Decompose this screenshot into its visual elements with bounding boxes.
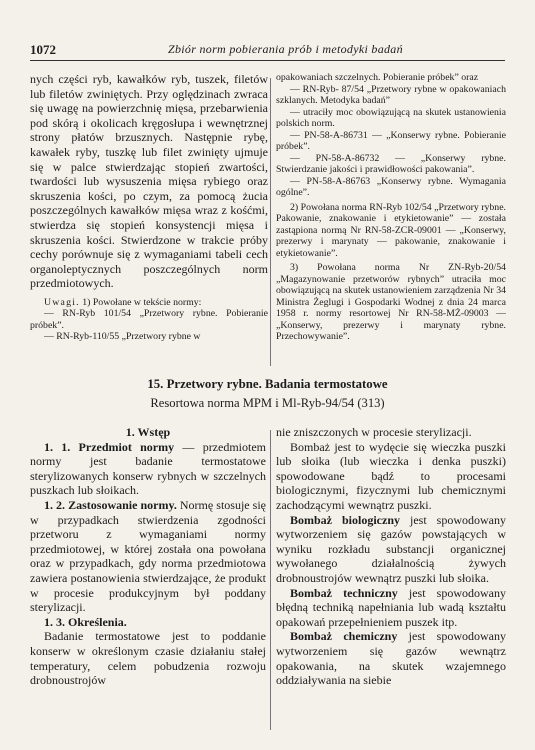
column-divider <box>270 430 271 730</box>
paragraph-1-1 <box>30 440 266 498</box>
note-item: — RN-Ryb 101/54 „Przetwory rybne. Pobieranie próbek”. <box>30 308 268 331</box>
section-subtitle: Resortowa norma MPM i Ml-Ryb-94/54 (313) <box>150 396 385 410</box>
paragraph-bombaz-biologiczny <box>276 513 506 586</box>
top-left-column <box>30 72 268 372</box>
top-right-column <box>276 72 506 372</box>
paragraph-1-3-heading <box>30 615 266 630</box>
column-divider <box>270 78 271 366</box>
paragraph-1-2 <box>30 498 266 615</box>
page-number: 1072 <box>30 42 56 57</box>
term: Bombaż techniczny <box>290 585 398 600</box>
note-line: — PN-58-A-86763 „Konserwy rybne. Wymagania ogólne”. <box>276 175 506 198</box>
note-line: opakowaniach szczelnych. Pobieranie próbek” oraz <box>276 72 479 83</box>
section-title: 15. Przetwory rybne. Badania termostatowe <box>147 377 388 391</box>
paragraph-1-3-text: Badanie termostatowe jest to poddanie konserw w określonym czasie działaniu stałej temperatury, celem pobudzenia rozwoju drobnoustrojów <box>30 629 266 688</box>
note-2: 2) Powołana norma RN-Ryb 102/54 „Przetwory rybne. Pakowanie, znakowanie i etykietowanie” — została zastąpiona normą Nr RN-58-ZCR-09001 — „Konserwy, prezerwy i marynaty — pakowanie, znakowanie i etykietowanie”. <box>276 201 506 259</box>
paragraph-text: Normę stosuje się w przypadkach stwierdzenia zgodności przetworu z wymaganiami normy przedmiotowej, w której została ona powołana oraz w przypadkach, gdy norma przedmiotowa zawiera postanowienia stwierdzające, że produkt w procesie produkcyjnym był poddany sterylizacji. <box>30 497 266 615</box>
subsection-heading: 1. Wstęp <box>125 425 171 439</box>
paragraph-continuation: nie zniszczonych w procesie sterylizacji. <box>276 425 472 439</box>
term: Bombaż biologiczny <box>290 512 400 527</box>
footnote <box>30 297 268 309</box>
paragraph-heading: 1. 1. Przedmiot normy <box>44 439 175 454</box>
definition: jest spowodowany wytworzeniem się gazów powstających w wyniku rozkładu substancji organicznej wywołanego działalnością żywych drobnoustrojów wewnątrz puszki lub słoika. <box>276 512 506 585</box>
note-line: — utraciły moc obowiązującą na skutek ustanowienia polskich norm. <box>276 106 506 129</box>
page-header <box>30 40 505 61</box>
paragraph-text: — przedmiotem normy jest badanie termostatowe sterylizowanych konserw rybnych w szczelnych puszkach lub słoikach. <box>30 439 266 498</box>
note-3: 3) Powołana norma Nr ZN-Ryb-20/54 „Magazynowanie przetworów rybnych” utraciła moc obowiązującą na skutek ustanowieniem zarządzenia Nr 34 Ministra Żeglugi i Gospodarki Wodnej z dnia 24 marca 1958 r. normy resortowej Nr RN-58-MŻ-09003 — „Konserwy, prezerwy i marynaty rybne. Przechowywanie”. <box>276 262 506 342</box>
bottom-right-column <box>276 425 506 747</box>
note-line: — PN-58-A-86731 — „Konserwy rybne. Pobieranie próbek”. <box>276 129 506 152</box>
paragraph-bombaz: Bombaż jest to wydęcie się wieczka puszki lub słoika (lub wieczka i denka puszki) spowodowane bądź to procesami biologicznymi, fizycznymi lub chemicznymi zachodzącymi wewnątrz puszki. <box>276 439 506 512</box>
term: Bombaż chemiczny <box>290 629 398 644</box>
note-1: 1) Powołane w tekście normy: <box>82 296 202 308</box>
note-item: — RN-Ryb-110/55 „Przetwory rybne w <box>44 331 201 343</box>
notes-label: Uwagi. <box>44 296 80 308</box>
bottom-left-column <box>30 425 266 747</box>
note-line: — RN-Ryb- 87/54 „Przetwory rybne w opakowaniach szklanych. Metodyka badań” <box>276 83 506 106</box>
definition: jest spowodowany błędną techniką napełniania lub wadą kształtu opakowań przepełnieniem puszek itp. <box>276 585 506 629</box>
paragraph-heading: 1. 3. Określenia. <box>44 614 127 629</box>
definition: jest spowodowany wytworzeniem się gazów wewnątrz opakowania, na skutek wzajemnego oddziaływania na siebie <box>276 629 506 688</box>
running-title: Zbiór norm pobierania prób i metodyki badań <box>168 42 403 56</box>
paragraph-bombaz-techniczny <box>276 586 506 630</box>
paragraph-bombaz-chemiczny <box>276 629 506 687</box>
paragraph-heading: 1. 2. Zastosowanie normy. <box>44 497 177 512</box>
paragraph: nych części ryb, kawałków ryb, tuszek, filetów lub filetów zwiniętych. Przy oględzinach zwraca się uwagę na powierzchnię mięsa, przebarwienia pod skórą i okolicach kręgosłupa i wewnętrznej strony płatów brzusznych. Następnie rybę, kawałek ryby, tuszkę lub filet zwinięty ujmuje się w palce stwierdzając stopień zwartości, twardości lub wysuszenia mięsa rybiego oraz skruszenia kości, po czym, za pomocą żucia poszczególnych kawałków mięsa wraz z kośćmi, stwierdza się stopień konsystencji mięsa i skruszenia kości. Stwierdzone w trakcie próby cechy porównuje się z wymaganiami tabeli cech organoleptycznych poszczególnych norm przedmiotowych. <box>30 72 268 291</box>
note-line: — PN-58-A-86732 — „Konserwy rybne. Stwierdzanie jakości i prawidłowości pakowania”. <box>276 152 506 175</box>
